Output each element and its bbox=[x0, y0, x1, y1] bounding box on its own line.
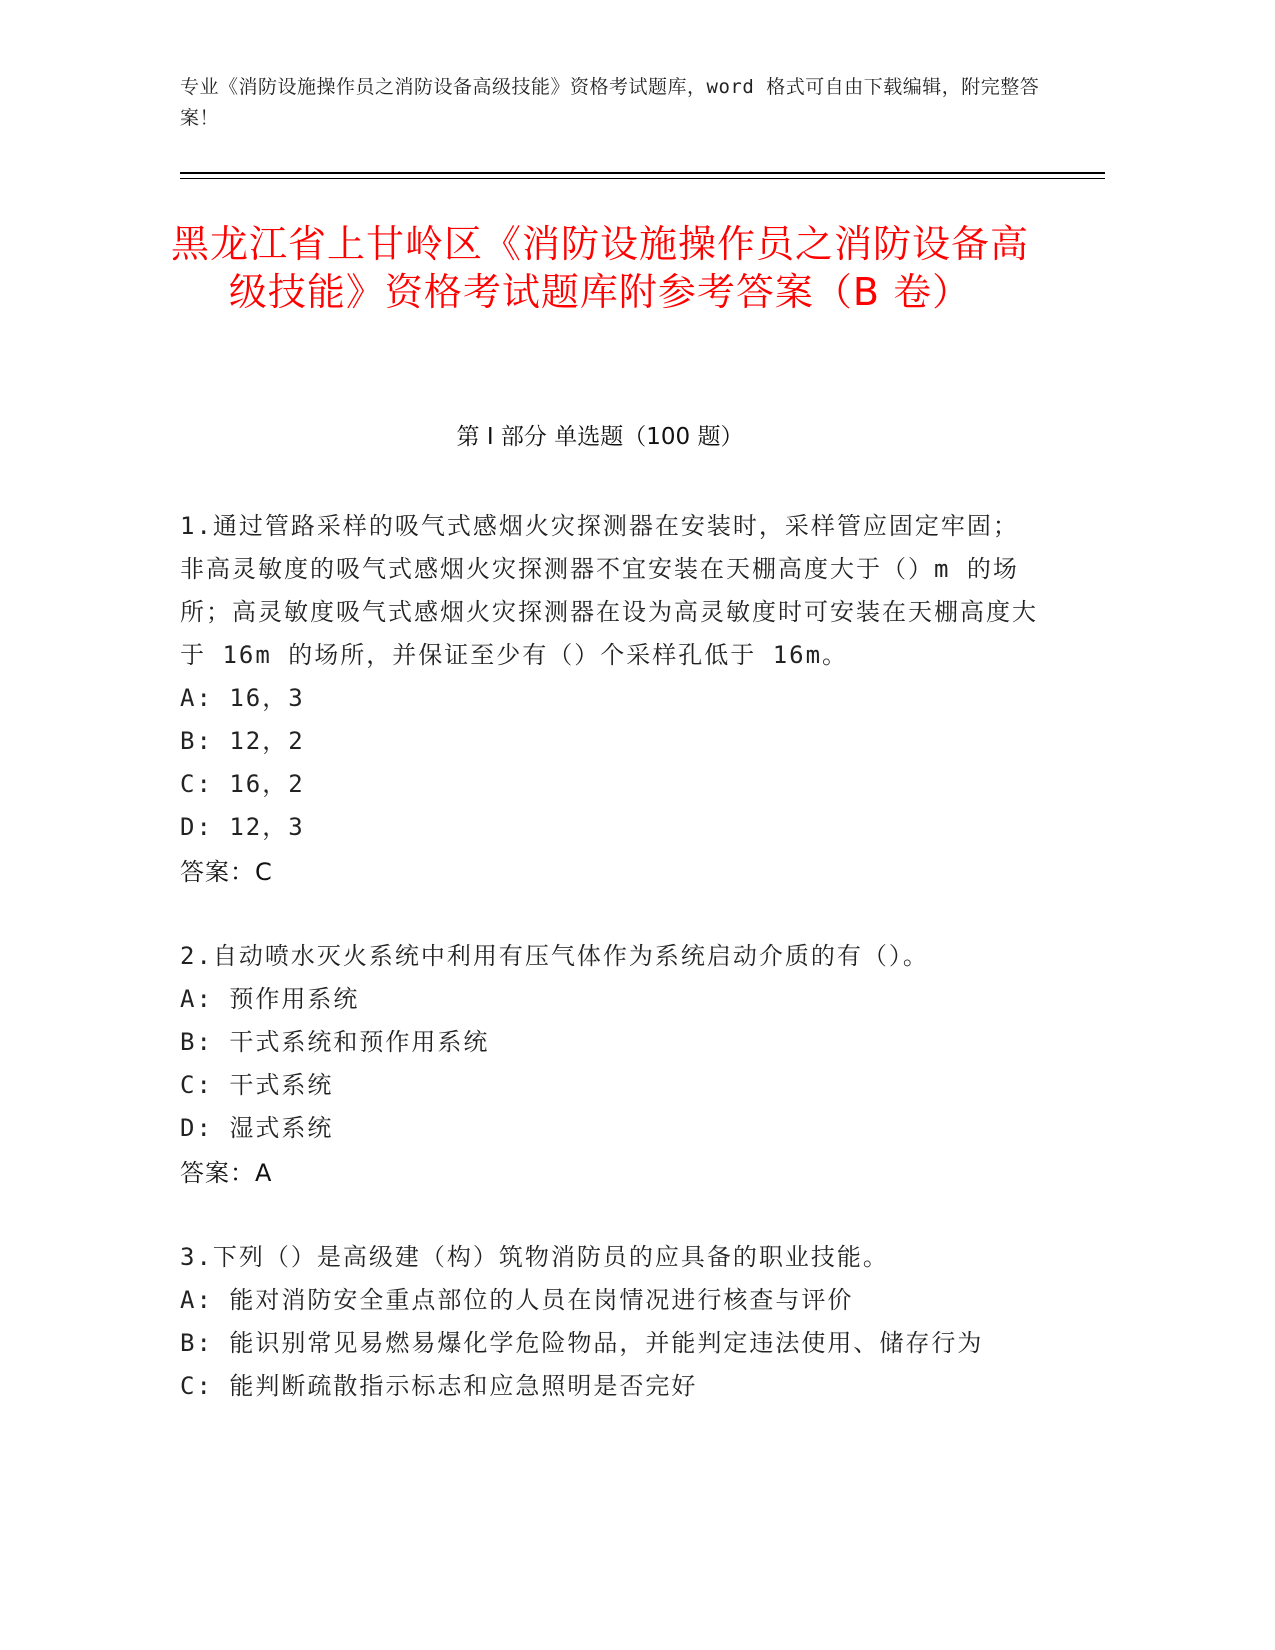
option-c: C: 干式系统 bbox=[180, 1071, 334, 1099]
option-a: A: 16，3 bbox=[180, 684, 305, 712]
option-a: A: 预作用系统 bbox=[180, 985, 360, 1013]
question-2 bbox=[180, 935, 1040, 1196]
question-3 bbox=[180, 1236, 1040, 1408]
header-divider-thick bbox=[180, 172, 1105, 174]
answer: 答案：C bbox=[180, 858, 273, 886]
question-stem: 1.通过管路采样的吸气式感烟火灾探测器在安装时，采样管应固定牢固；非高灵敏度的吸气式感烟火灾探测器不宜安装在天棚高度大于（）m 的场所；高灵敏度吸气式感烟火灾探测器在设为高灵敏度时可安装在天棚高度大于 16m 的场所，并保证至少有（）个采样孔低于 16m。 bbox=[180, 512, 1038, 669]
question-list bbox=[180, 505, 1040, 1448]
option-c: C: 能判断疏散指示标志和应急照明是否完好 bbox=[180, 1372, 698, 1400]
question-stem: 2.自动喷水灭火系统中利用有压气体作为系统启动介质的有（）。 bbox=[180, 942, 929, 970]
document-title: 黑龙江省上甘岭区《消防设施操作员之消防设备高级技能》资格考试题库附参考答案（B 卷） bbox=[170, 222, 1029, 314]
option-d: D: 湿式系统 bbox=[180, 1114, 334, 1142]
option-a: A: 能对消防安全重点部位的人员在岗情况进行核查与评价 bbox=[180, 1286, 854, 1314]
header-divider-thin bbox=[180, 178, 1105, 179]
option-c: C: 16，2 bbox=[180, 770, 305, 798]
answer: 答案：A bbox=[180, 1159, 273, 1187]
header-note: 专业《消防设施操作员之消防设备高级技能》资格考试题库，word 格式可自由下载编辑，附完整答案！ bbox=[180, 76, 1040, 129]
question-stem: 3.下列（）是高级建（构）筑物消防员的应具备的职业技能。 bbox=[180, 1243, 889, 1271]
option-b: B: 干式系统和预作用系统 bbox=[180, 1028, 490, 1056]
option-b: B: 12，2 bbox=[180, 727, 305, 755]
option-b: B: 能识别常见易燃易爆化学危险物品，并能判定违法使用、储存行为 bbox=[180, 1329, 984, 1357]
section-heading: 第 I 部分 单选题（100 题） bbox=[456, 424, 744, 450]
option-d: D: 12，3 bbox=[180, 813, 305, 841]
question-1 bbox=[180, 505, 1040, 895]
